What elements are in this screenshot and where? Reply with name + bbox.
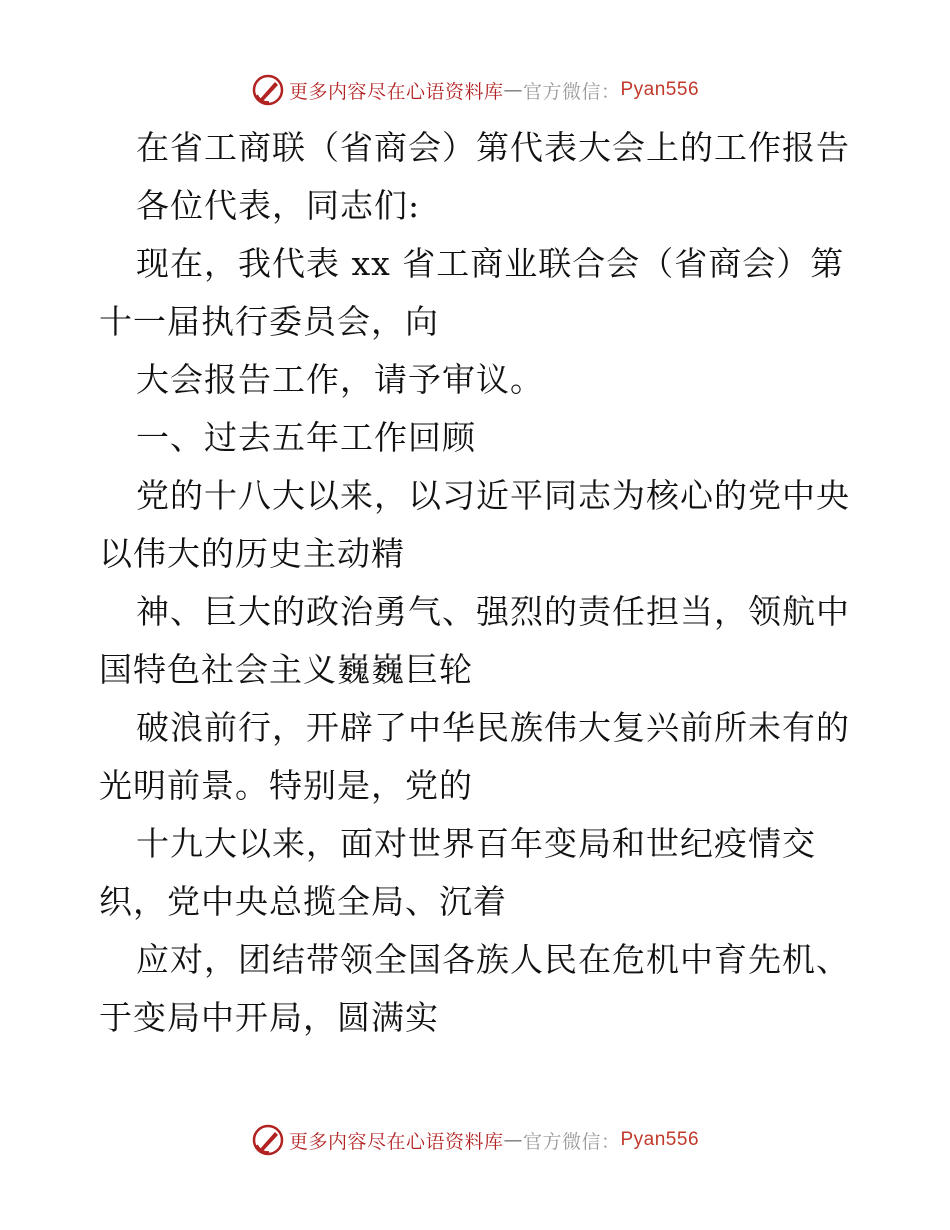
banner-title: 更多内容尽在心语资料库 — [288, 1130, 504, 1153]
body-line: 十九大以来，面对世界百年变局和世纪疫情交 — [136, 824, 816, 863]
banner-wechat-label: 官方微信： — [522, 1130, 621, 1153]
body-line: 于变局中开局，圆满实 — [99, 998, 439, 1037]
body-line: 国特色社会主义巍巍巨轮 — [99, 650, 473, 689]
header-watermark-banner — [0, 70, 950, 110]
banner-wechat-id: Pyan556 — [620, 79, 700, 100]
banner-wechat-id: Pyan556 — [620, 1129, 700, 1150]
banner-wechat-label: 官方微信： — [522, 80, 621, 103]
report-title: 在省工商联（省商会）第代表大会上的工作报告 — [136, 128, 850, 167]
banner-dash: — — [503, 1129, 523, 1151]
salutation: 各位代表，同志们: — [136, 186, 421, 225]
body-line: 党的十八大以来，以习近平同志为核心的党中央 — [136, 476, 850, 515]
body-line: 大会报告工作，请予审议。 — [136, 360, 544, 399]
quill-pen-logo-icon — [251, 1123, 285, 1157]
banner-dash: — — [503, 79, 523, 101]
body-line: 现在，我代表 xx 省工商业联合会（省商会）第 — [136, 244, 845, 283]
body-line: 应对，团结带领全国各族人民在危机中育先机、 — [136, 940, 850, 979]
body-line: 破浪前行，开辟了中华民族伟大复兴前所未有的 — [136, 708, 850, 747]
banner-title: 更多内容尽在心语资料库 — [288, 80, 504, 103]
body-line: 光明前景。特别是，党的 — [99, 766, 473, 805]
body-line: 十一届执行委员会，向 — [99, 302, 439, 341]
body-line: 以伟大的历史主动精 — [99, 534, 405, 573]
quill-pen-logo-icon — [251, 73, 285, 107]
body-line: 神、巨大的政治勇气、强烈的责任担当，领航中 — [136, 592, 850, 631]
section-heading: 一、过去五年工作回顾 — [136, 418, 476, 457]
footer-watermark-banner — [0, 1120, 950, 1160]
body-line: 织，党中央总揽全局、沉着 — [99, 882, 507, 921]
